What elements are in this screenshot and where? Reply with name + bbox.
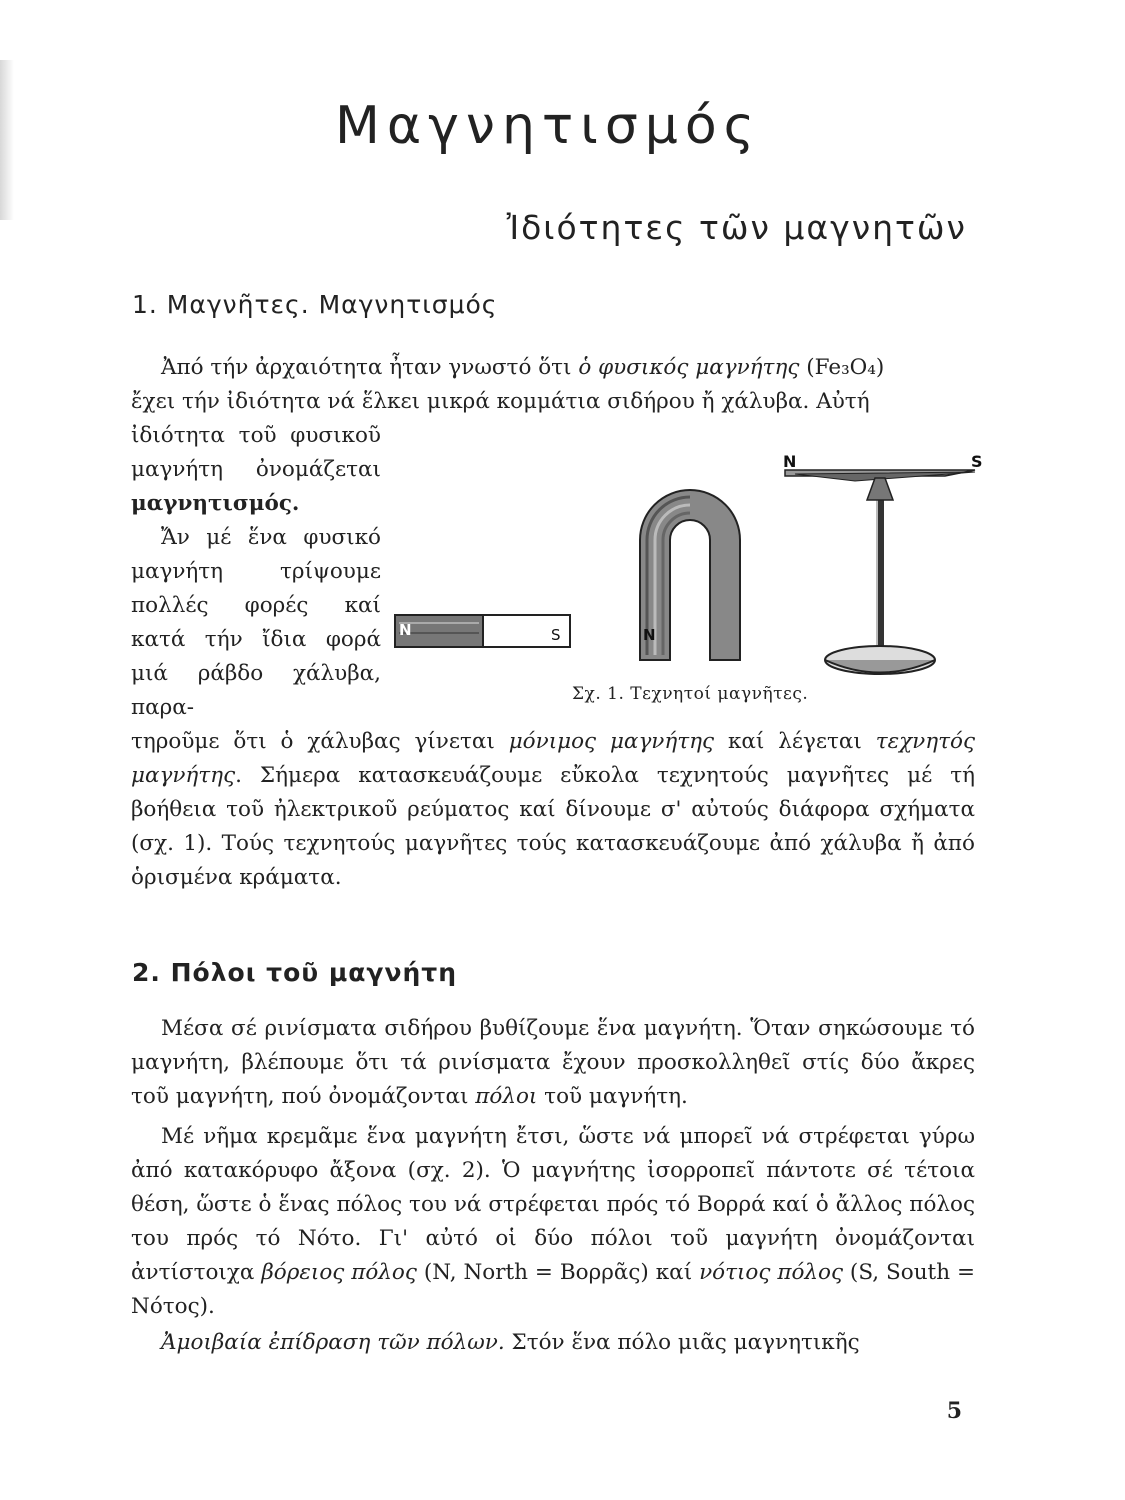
- section-1-paragraph-1-line-1: [131, 351, 975, 385]
- text-run: Ἀπό τήν ἀρχαιότητα ἦταν γνωστό ὅτι: [161, 355, 579, 380]
- compass-needle-stand: [783, 452, 983, 674]
- section-1-paragraph-1-narrow: [131, 419, 381, 521]
- italic-term: μόνιμος μαγνήτης: [508, 729, 715, 754]
- text-run: (S, South = Νότος).: [131, 1260, 975, 1319]
- page-number: 5: [946, 1398, 962, 1424]
- section-1-paragraph-2-narrow: Ἄν μέ ἕνα φυσικό μαγνήτη τρίψουμε πολλές φορές καί κατά τήν ἴδια φορά μιά ράβδο χάλυβα, παρα-: [131, 525, 381, 720]
- bar-pole-label-s: S: [551, 626, 561, 644]
- section-2-paragraph-3: [131, 1326, 975, 1360]
- italic-term: πόλοι: [475, 1084, 538, 1109]
- bold-term: μαγνητισμός.: [131, 491, 300, 516]
- needle-pole-label-n: N: [783, 452, 797, 471]
- section-1-paragraph-2-full: [131, 725, 975, 895]
- text-run: ἰδιότητα τοῦ φυσικοῦ μαγνήτη ὀνομάζεται: [131, 423, 381, 482]
- bar-pole-label-n: N: [399, 621, 412, 639]
- italic-term: βόρειος πόλος: [261, 1260, 417, 1285]
- italic-term: τεχνητός μαγνήτης: [131, 729, 975, 788]
- italic-term: νότιος πόλος: [699, 1260, 843, 1285]
- needle-pole-label-s: S: [971, 452, 983, 471]
- text-run: Στόν ἕνα πόλο μιᾶς μαγνητικῆς: [504, 1330, 860, 1355]
- text-run: τηροῦμε ὅτι ὁ χάλυβας γίνεται: [131, 729, 509, 754]
- italic-term: ὁ φυσικός μαγνήτης: [578, 355, 800, 380]
- text-run: τοῦ μαγνήτη.: [537, 1084, 688, 1109]
- italic-term: Ἀμοιβαία ἐπίδραση τῶν πόλων.: [161, 1330, 505, 1355]
- text-run: Μέ νῆμα κρεμᾶμε ἕνα μαγνήτη ἔτσι, ὥστε νά μπορεῖ νά στρέφεται γύρω ἀπό κατακόρυφο ἄξονα (σχ. 2). Ὁ μαγνήτης ἰσορροπεῖ πάντοτε σέ τέτοια θέση, ὥστε ὁ ἕνας πόλος του νά στρέφεται πρός τό Βορρά καί ὁ ἄλλος πόλος του πρός τό Νότο. Γι' αὐτό οἱ δύο πόλοι τοῦ μαγνήτη ὀνομάζονται ἀντίστοιχα: [131, 1124, 975, 1285]
- horseshoe-magnet: [640, 490, 740, 660]
- section-2-heading: 2. Πόλοι τοῦ μαγνήτη: [132, 958, 458, 987]
- text-run: καί λέγεται: [714, 729, 876, 754]
- text-run: (N, North = Βορρᾶς) καί: [416, 1260, 700, 1285]
- figure-1-caption: Σχ. 1. Τεχνητοί μαγνῆτες.: [572, 684, 809, 704]
- horseshoe-pole-label-n: N: [643, 626, 656, 644]
- text-run: . Σήμερα κατασκευάζουμε εὔκολα τεχνητούς μαγνῆτες μέ τή βοήθεια τοῦ ἠλεκτρικοῦ ρεύματος καί δίνουμε σ' αὐτούς διάφορα σχήματα (σχ. 1). Τούς τεχνητούς μαγνῆτες τούς κατασκευάζουμε ἀπό χάλυβα ἤ ἀπό ὁρισμένα κράματα.: [131, 763, 975, 890]
- text-run: Μέσα σέ ρινίσματα σιδήρου βυθίζουμε ἕνα μαγνήτη. Ὅταν σηκώσουμε τό μαγνήτη, βλέπουμε ὅτι τά ρινίσματα ἔχουν προσκολληθεῖ στίς δύο ἄκρες τοῦ μαγνήτη, πού ὀνομάζονται: [131, 1016, 975, 1109]
- section-2-paragraph-1: [131, 1012, 975, 1114]
- section-2-paragraph-2: [131, 1120, 975, 1324]
- section-1-heading: 1. Μαγνῆτες. Μαγνητισμός: [132, 290, 498, 319]
- chapter-subtitle: Ἰδιότητες τῶν μαγνητῶν: [506, 208, 967, 247]
- section-1-paragraph-1-line-2: ἔχει τήν ἰδιότητα νά ἕλκει μικρά κομμάτια σιδήρου ἤ χάλυβα. Αὐτή: [131, 389, 870, 414]
- chapter-title: Μαγνητισμός: [335, 96, 762, 156]
- bar-magnet: [395, 615, 570, 647]
- page-edge-shadow: [0, 60, 14, 220]
- figure-artificial-magnets: [385, 445, 985, 710]
- text-run: (Fe₃O₄): [799, 355, 885, 380]
